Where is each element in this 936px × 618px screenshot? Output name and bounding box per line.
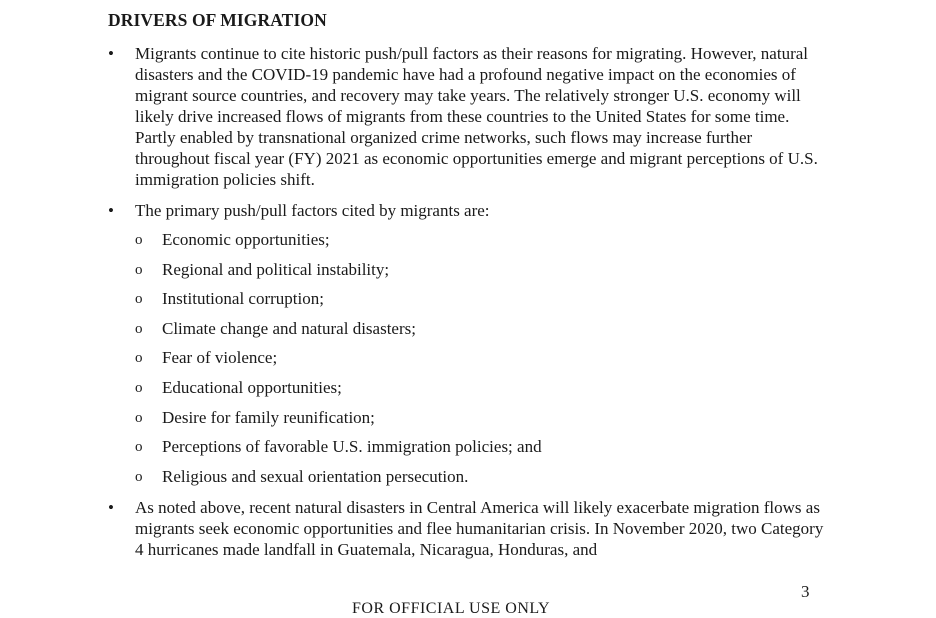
sub-bullet-marker: o xyxy=(135,380,143,396)
sub-bullet-marker: o xyxy=(135,232,143,248)
sub-bullet-marker: o xyxy=(135,262,143,278)
page-number: 3 xyxy=(801,582,810,601)
sub-list-text: Perceptions of favorable U.S. immigration policies; and xyxy=(162,437,542,456)
sub-list-text: Institutional corruption; xyxy=(162,289,324,308)
sub-list-text: Educational opportunities; xyxy=(162,378,342,397)
sub-bullet-marker: o xyxy=(135,291,143,307)
section-heading: DRIVERS OF MIGRATION xyxy=(108,10,327,30)
bullet-marker: • xyxy=(108,201,114,220)
sub-bullet-marker: o xyxy=(135,350,143,366)
sub-list-text: Regional and political instability; xyxy=(162,260,390,279)
bullet-text: The primary push/pull factors cited by migrants are: xyxy=(135,201,490,220)
sub-list-text: Desire for family reunification; xyxy=(162,408,375,427)
bullet-item xyxy=(108,497,828,560)
sub-bullet-marker: o xyxy=(135,439,143,455)
bullet-marker: • xyxy=(108,44,114,63)
bullet-text: Migrants continue to cite historic push/pull factors as their reasons for migrating. However, natural disasters and the COVID-19 pandemic have had a profound negative impact on the economies of migrant source countries, and recovery may take years. The relatively stronger U.S. economy will likely drive increased flows of migrants from these countries to the United States for some time. Partly enabled by transnational organized crime networks, such flows may increase further throughout fiscal year (FY) 2021 as economic opportunities emerge and migrant perceptions of U.S. immigration policies shift. xyxy=(135,44,818,189)
footer-classification: FOR OFFICIAL USE ONLY xyxy=(352,600,551,617)
sub-list-text: Religious and sexual orientation persecution. xyxy=(162,467,469,486)
bullet-text: As noted above, recent natural disasters in Central America will likely exacerbate migration flows as migrants seek economic opportunities and flee humanitarian crisis. In November 2020, two Category 4 hurricanes made landfall in Guatemala, Nicaragua, Honduras, and xyxy=(135,498,824,559)
sub-bullet-marker: o xyxy=(135,469,143,485)
sub-list-text: Climate change and natural disasters; xyxy=(162,319,416,338)
sub-bullet-marker: o xyxy=(135,321,143,337)
bullet-marker: • xyxy=(108,498,114,517)
sub-list-text: Economic opportunities; xyxy=(162,230,330,249)
bullet-item xyxy=(108,200,828,221)
bullet-item xyxy=(108,43,828,190)
sub-list-text: Fear of violence; xyxy=(162,348,278,367)
sub-bullet-marker: o xyxy=(135,410,143,426)
